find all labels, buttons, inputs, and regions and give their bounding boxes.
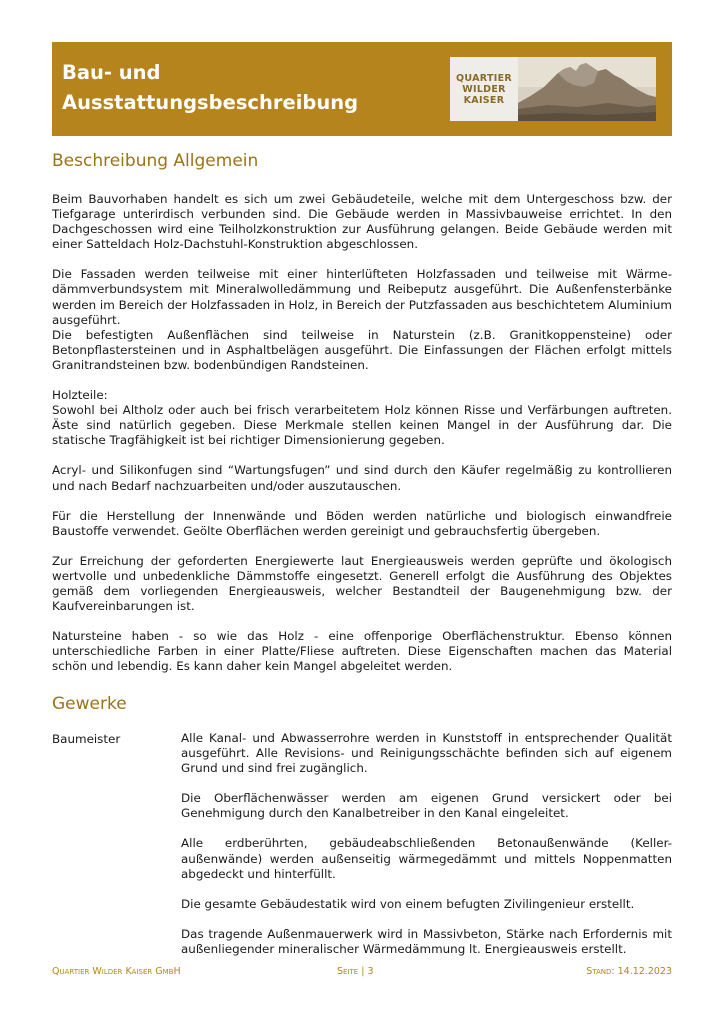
paragraph: Zur Erreichung der geforderten Energiewerte laut Energieausweis werden geprüfte und ökologisch wertvolle und unbedenkliche Dämmstoffe eingesetzt. Generell erfolgt die Ausführung des Objektes gemäß dem vorliegenden Energieausweis, welcher Bestandteil der Baugenehmigung bzw. der Kaufvereinbarungen ist.	[52, 553, 672, 614]
paragraph: Acryl- und Silikonfugen sind “Wartungsfugen” und sind durch den Käufer regelmäßig zu kontrollieren und nach Bedarf nachzuarbeiten und/oder auszutauschen.	[52, 463, 672, 493]
document-title-line2: Ausstattungsbeschreibung	[62, 91, 359, 114]
logo-line: QUARTIER	[456, 72, 512, 84]
paragraph: Sowohl bei Altholz oder auch bei frisch verarbeitetem Holz können Risse und Verfärbungen auftreten. Äste sind natürlich gegeben. Diese Merkmale stellen keinen Mangel in der Ausführung dar. Die statische Tragfähigkeit ist bei richtiger Dimensionierung gegeben.	[52, 403, 672, 448]
paragraph: Die Oberflächenwässer werden am eigenen Grund versickert oder bei Genehmigung durch den Kanalbetreiber in den Kanal eingeleitet.	[181, 791, 672, 821]
company-logo	[450, 57, 656, 121]
trade-description	[181, 731, 672, 972]
page-footer	[52, 966, 672, 980]
logo-line: KAISER	[463, 94, 505, 106]
document-title-line1: Bau- und	[62, 61, 161, 84]
paragraph: Die gesamte Gebäudestatik wird von einem befugten Zivilingenieur erstellt.	[181, 896, 635, 911]
footer-page: Seite | 3	[337, 966, 374, 977]
section-title-general: Beschreibung Allgemein	[52, 151, 259, 171]
paragraph: Alle erdberührten, gebäudeabschließenden Betonaußenwände (Keller-außenwände) werden außenseitig wärmegedämmt und mittels Noppenmatten abgedeckt und hinterfüllt.	[181, 836, 672, 881]
logo-wordmark	[450, 57, 518, 121]
header-band	[52, 42, 672, 136]
document-title	[62, 58, 358, 118]
paragraph-heading: Holzteile:	[52, 388, 108, 403]
mountain-photo	[518, 57, 656, 121]
footer-date: Stand: 14.12.2023	[586, 966, 672, 977]
paragraph: Das tragende Außenmauerwerk wird in Massivbeton, Stärke nach Erfordernis mit außenliegender mineralischer Wärmedämmung lt. Energieausweis erstellt.	[181, 926, 672, 956]
trade-label: Baumeister	[52, 732, 121, 746]
paragraph: Alle Kanal- und Abwasserrohre werden in Kunststoff in entsprechender Qualität ausgeführt. Alle Revisions- und Reinigungsschächte befinden sich auf eigenem Grund und sind frei zugänglich.	[181, 731, 672, 776]
paragraph: Natursteine haben - so wie das Holz - eine offenporige Oberflächenstruktur. Ebenso können unterschiedliche Farben in einer Platte/Fliese auftreten. Diese Eigenschaften machen das Material schön und lebendig. Es kann daher kein Mangel abgeleitet werden.	[52, 629, 672, 674]
footer-page-number: 3	[367, 966, 374, 977]
paragraph: Die Fassaden werden teilweise mit einer hinterlüfteten Holzfassaden und teilweise mit Wärme-dämmverbundsystem mit Mineralwolledämmung und Reibeputz ausgeführt. Die Außenfensterbänke werden im Bereich der Holzfassaden in Holz, in Bereich der Putzfassaden aus beschichtetem Aluminium ausgeführt.	[52, 267, 672, 327]
paragraph: Für die Herstellung der Innenwände und Böden werden natürliche und biologisch einwandfreie Baustoffe verwendet. Geölte Oberflächen werden gereinigt und gebrauchsfertig übergeben.	[52, 508, 672, 538]
footer-company: Quartier Wilder Kaiser GmbH	[52, 966, 181, 977]
footer-page-label: Seite	[337, 966, 359, 977]
general-description	[52, 192, 672, 689]
logo-line: WILDER	[462, 83, 506, 95]
paragraph: Beim Bauvorhaben handelt es sich um zwei Gebäudeteile, welche mit dem Untergeschoss bzw. der Tiefgarage unterirdisch verbunden sind. Die Gebäude werden in Massivbauweise errichtet. In den Dachgeschossen wird eine Teilholzkonstruktion zur Ausführung gelangen. Beide Gebäude werden mit einer Satteldach Holz-Dachstuhl-Konstruktion abgeschlossen.	[52, 192, 672, 252]
section-title-trades: Gewerke	[52, 694, 127, 714]
paragraph: Die befestigten Außenflächen sind teilweise in Naturstein (z.B. Granitkoppensteine) oder Betonpflastersteinen und in Asphaltbelägen ausgeführt. Die Einfassungen der Flächen erfolgt mittels Granitrandsteinen bzw. bodenbündigen Randsteinen.	[52, 327, 672, 372]
